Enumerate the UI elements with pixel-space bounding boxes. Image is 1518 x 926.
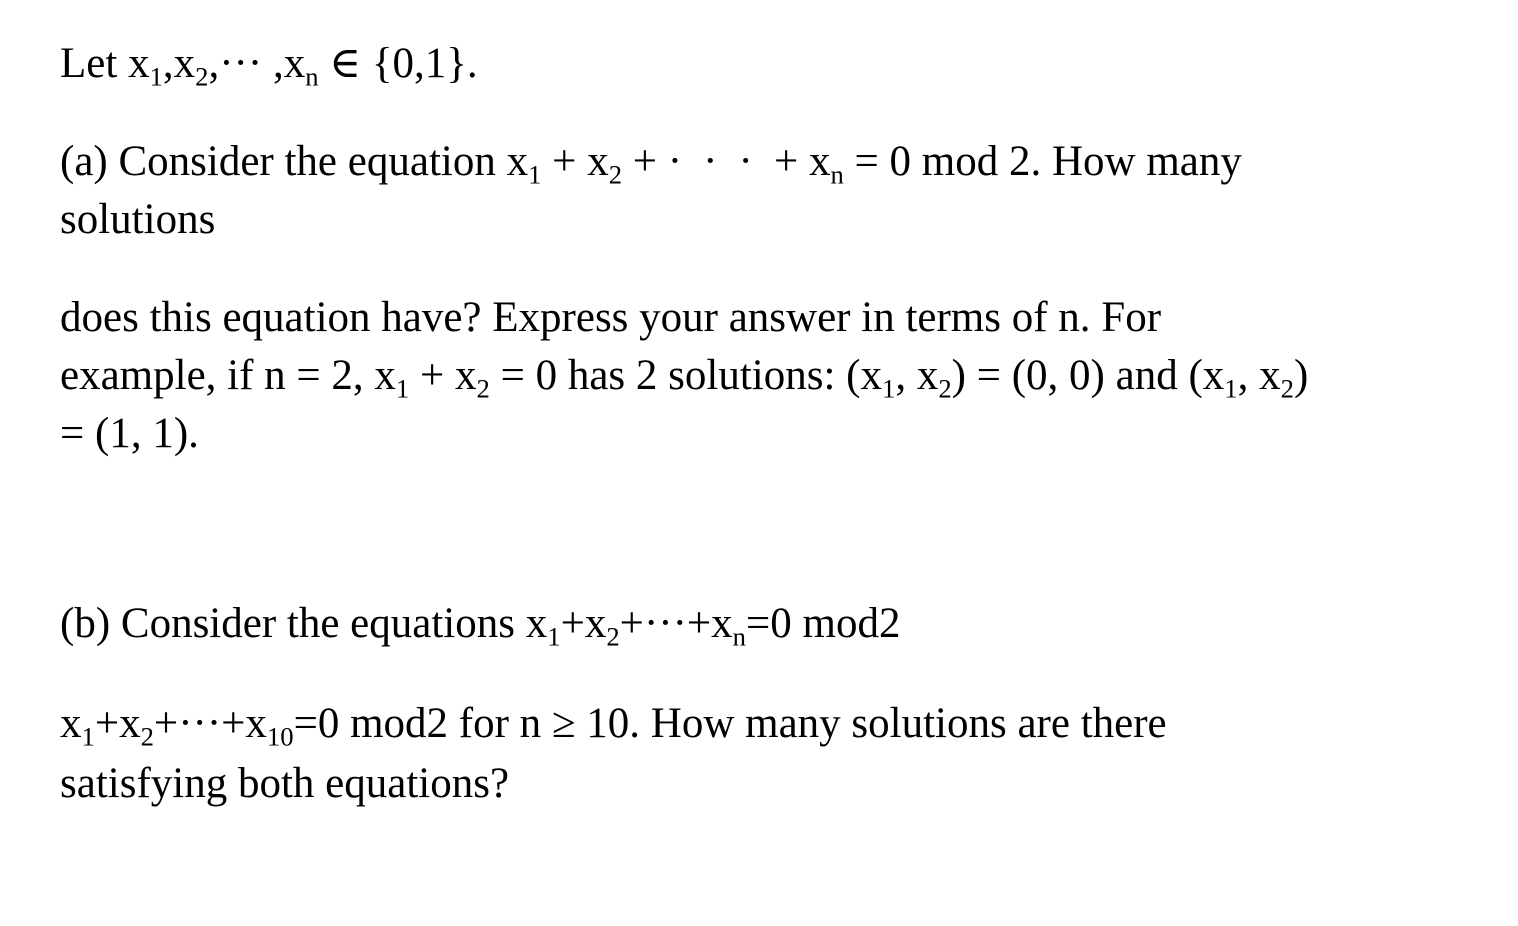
part-a-line-1: (a) Consider the equation $x_1 + x_2$ + · · · + $x_n = 0$ mod 2. How many [60, 138, 1242, 190]
part-b-line-2: $x_1+x_2+\cdot\cdot\cdot+x_{10}=0$ mod2 for n ≥ 10. How many solutions are there [60, 700, 1167, 752]
part-a-label: (a) Consider the equation [60, 138, 507, 185]
intro-line: Let $x_1,x_2,\cdot\cdot\cdot ,x_n$ ∈ {0,1}. [60, 40, 478, 92]
part-b-line-1: (b) Consider the equations $x_1+x_2+\cdot\cdot\cdot+x_n=0$ mod2 [60, 600, 901, 652]
part-a-line-5: = (1, 1). [60, 410, 199, 457]
part-a-line-4: example, if n = 2, $x_1 + x_2 = 0$ has 2 solutions: ($x_1$, $x_2) = (0$, 0) and ($x_1$, $x_2$) [60, 352, 1309, 404]
part-b-label: (b) Consider the equations [60, 600, 526, 647]
part-b-line-3: satisfying both equations? [60, 760, 510, 807]
part-a-line-2: solutions [60, 196, 216, 243]
part-a-line-3: does this equation have? Express your answer in terms of n. For [60, 294, 1162, 341]
intro-lead: Let [60, 40, 129, 87]
